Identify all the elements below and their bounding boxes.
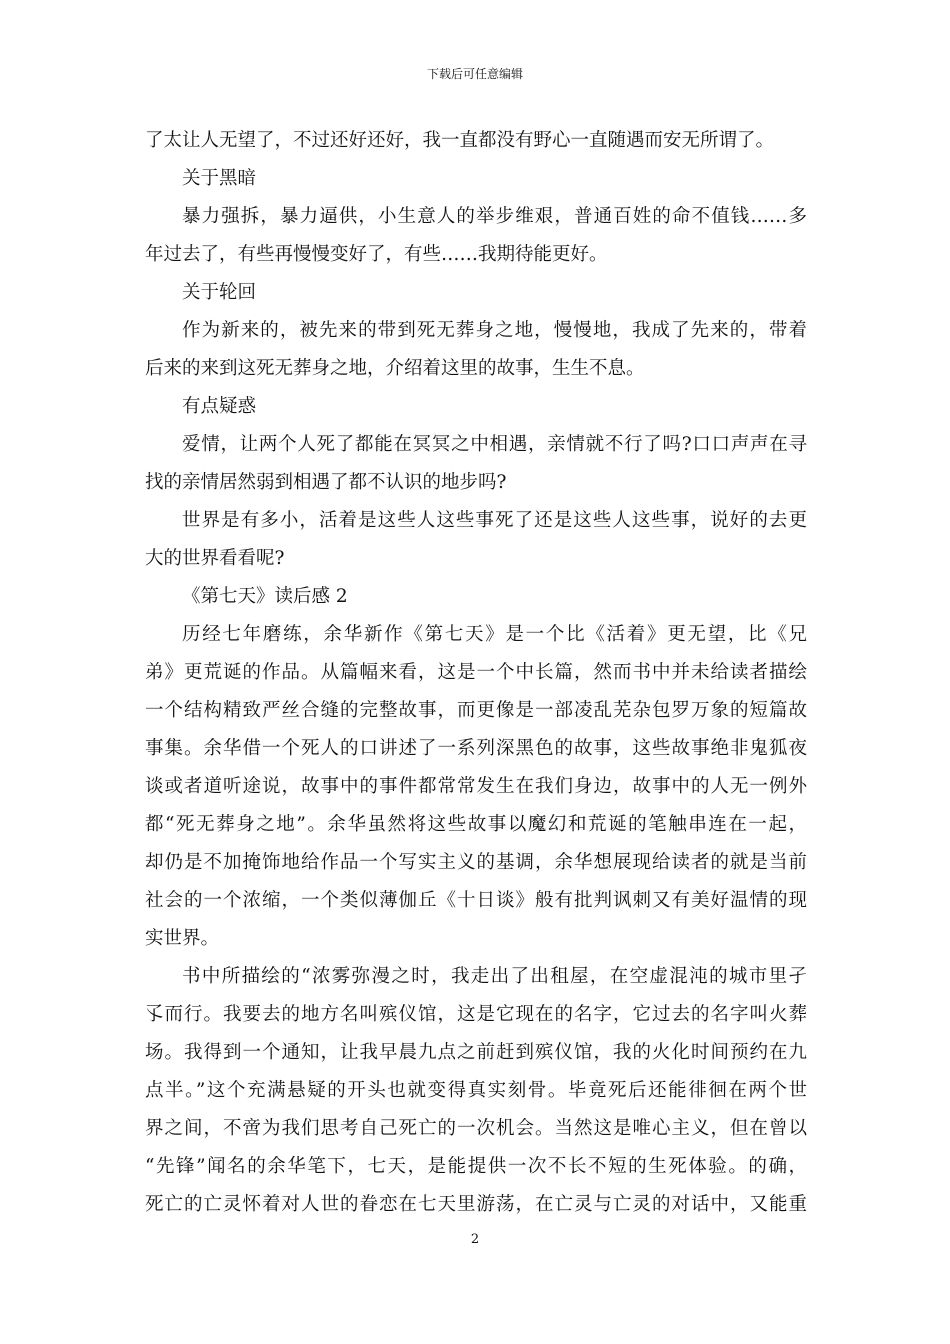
text-line: 死亡的亡灵怀着对人世的眷恋在七天里游荡，在亡灵与亡灵的对话中，又能重 bbox=[145, 1194, 807, 1215]
text-line: 有点疑惑 bbox=[182, 396, 257, 417]
text-line: 作为新来的，被先来的带到死无葬身之地，慢慢地，我成了先来的，带着 bbox=[182, 320, 807, 341]
text-line: 都“死无葬身之地”。余华虽然将这些故事以魔幻和荒诞的笔触串连在一起， bbox=[145, 814, 807, 835]
text-line: 了太让人无望了，不过还好还好，我一直都没有野心一直随遇而安无所谓了。 bbox=[145, 130, 775, 151]
text-line: 界之间，不啻为我们思考自己死亡的一次机会。当然这是唯心主义，但在曾以 bbox=[145, 1118, 807, 1139]
text-line: 年过去了，有些再慢慢变好了，有些……我期待能更好。 bbox=[145, 244, 608, 265]
page-header: 下载后可任意编辑 bbox=[426, 67, 523, 81]
text-line: 暴力强拆，暴力逼供，小生意人的举步维艰，普通百姓的命不值钱……多 bbox=[182, 206, 807, 227]
text-line: 关于黑暗 bbox=[182, 168, 257, 189]
text-line: 场。我得到一个通知，让我早晨九点之前赶到殡仪馆，我的火化时间预约在九 bbox=[145, 1042, 807, 1063]
text-line: 弟》更荒诞的作品。从篇幅来看，这是一个中长篇，然而书中并未给读者描绘 bbox=[145, 662, 807, 683]
text-line: 社会的一个浓缩，一个类似薄伽丘《十日谈》般有批判讽刺又有美好温情的现 bbox=[145, 890, 807, 911]
text-line: 后来的来到这死无葬身之地，介绍着这里的故事，生生不息。 bbox=[145, 358, 645, 379]
text-line: 《第七天》读后感 2 bbox=[182, 586, 348, 607]
text-line: 实世界。 bbox=[145, 928, 220, 949]
document-body bbox=[145, 122, 807, 1224]
text-line: 书中所描绘的“浓雾弥漫之时，我走出了出租屋，在空虚混沌的城市里孑 bbox=[182, 966, 807, 987]
text-line: 历经七年磨练，余华新作《第七天》是一个比《活着》更无望，比《兄 bbox=[182, 624, 807, 645]
text-line: “先锋”闻名的余华笔下，七天，是能提供一次不长不短的生死体验。的确， bbox=[145, 1156, 807, 1177]
text-line: 关于轮回 bbox=[182, 282, 257, 303]
text-line: 一个结构精致严丝合缝的完整故事，而更像是一部凌乱芜杂包罗万象的短篇故 bbox=[145, 700, 807, 721]
text-line: 世界是有多小，活着是这些人这些事死了还是这些人这些事，说好的去更 bbox=[182, 510, 807, 531]
page-number: 2 bbox=[470, 1232, 480, 1247]
text-line: 孓而行。我要去的地方名叫殡仪馆，这是它现在的名字，它过去的名字叫火葬 bbox=[145, 1004, 807, 1025]
text-line: 爱情，让两个人死了都能在冥冥之中相遇，亲情就不行了吗?口口声声在寻 bbox=[182, 434, 807, 455]
text-line: 却仍是不加掩饰地给作品一个写实主义的基调，余华想展现给读者的就是当前 bbox=[145, 852, 807, 873]
text-line: 谈或者道听途说，故事中的事件都常常发生在我们身边，故事中的人无一例外 bbox=[145, 776, 807, 797]
text-line: 大的世界看看呢? bbox=[145, 548, 285, 569]
text-line: 找的亲情居然弱到相遇了都不认识的地步吗? bbox=[145, 472, 507, 493]
text-line: 点半。”这个充满悬疑的开头也就变得真实刻骨。毕竟死后还能徘徊在两个世 bbox=[145, 1080, 807, 1101]
text-line: 事集。余华借一个死人的口讲述了一系列深黑色的故事，这些故事绝非鬼狐夜 bbox=[145, 738, 807, 759]
